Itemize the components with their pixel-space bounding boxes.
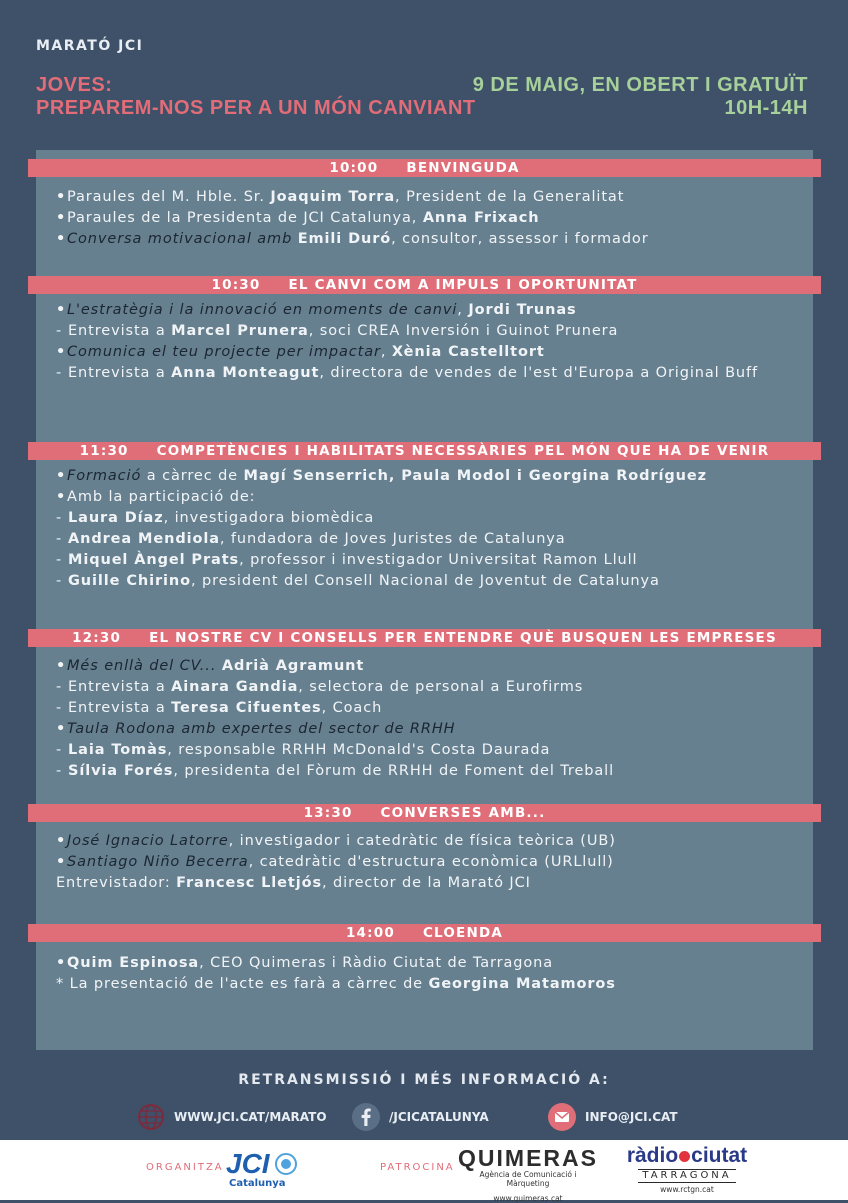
speaker-name: Anna Monteagut bbox=[171, 365, 320, 381]
program-text: Amb la participació de: bbox=[67, 489, 256, 505]
program-line bbox=[56, 974, 808, 995]
program-text: L'estratègia i la innovació en moments de canvi bbox=[67, 302, 458, 318]
program-line bbox=[56, 656, 808, 677]
program-text: , Coach bbox=[321, 700, 383, 716]
speaker-name: Miquel Àngel Prats bbox=[68, 552, 240, 568]
bullet: • bbox=[56, 721, 67, 737]
program-line bbox=[56, 321, 808, 342]
program-text: - bbox=[56, 323, 63, 339]
program-line bbox=[56, 487, 808, 508]
bullet: • bbox=[56, 468, 67, 484]
program-text: , director de la Marató JCI bbox=[322, 875, 531, 891]
section-bar-1400 bbox=[28, 924, 821, 942]
website-link[interactable] bbox=[136, 1100, 327, 1134]
bullet: • bbox=[56, 302, 67, 318]
program-text: , investigadora biomèdica bbox=[163, 510, 375, 526]
program-line bbox=[56, 761, 808, 782]
bullet: • bbox=[56, 344, 67, 360]
section-time: 13:30 bbox=[303, 805, 353, 821]
facebook-icon bbox=[351, 1102, 381, 1132]
section-bar-1230 bbox=[28, 629, 821, 647]
program-line bbox=[56, 719, 808, 740]
speaker-name: Xènia Castelltort bbox=[391, 344, 545, 360]
bullet: • bbox=[56, 489, 67, 505]
program-line bbox=[56, 831, 808, 852]
speaker-name: Marcel Prunera bbox=[171, 323, 309, 339]
program-text: , catedràtic d'estructura econòmica (URLlull) bbox=[248, 854, 614, 870]
event-title-line1: JOVES: bbox=[36, 74, 113, 96]
program-text: Entrevista a bbox=[68, 323, 172, 339]
program-text: - bbox=[56, 573, 63, 589]
speaker-name: Francesc Lletjós bbox=[176, 875, 323, 891]
program-text: , bbox=[457, 302, 469, 318]
program-line bbox=[56, 187, 808, 208]
section-title: CLOENDA bbox=[422, 925, 504, 941]
speaker-name: Ainara Gandia bbox=[171, 679, 299, 695]
bullet: • bbox=[56, 189, 67, 205]
speaker-name: Andrea Mendiola bbox=[68, 531, 220, 547]
speaker-name: Laura Díaz bbox=[68, 510, 164, 526]
program-text: , president del Consell Nacional de Joventut de Catalunya bbox=[190, 573, 660, 589]
event-hours: 10H-14H bbox=[724, 97, 808, 119]
event-title bbox=[36, 74, 476, 120]
quimeras-url: www.quimeras.cat bbox=[493, 1194, 563, 1203]
facebook-link[interactable] bbox=[351, 1100, 489, 1134]
program-line bbox=[56, 852, 808, 873]
facebook-handle: /JCICATALUNYA bbox=[389, 1110, 489, 1124]
section-title: EL NOSTRE CV I CONSELLS PER ENTENDRE QUÈ BUSQUEN LES EMPRESES bbox=[149, 630, 777, 646]
quimeras-tagline: Agència de Comunicació i Màrqueting bbox=[479, 1170, 577, 1188]
program-text: - bbox=[56, 531, 63, 547]
event-title-line2: PREPAREM-NOS PER A UN MÓN CANVIANT bbox=[36, 97, 476, 119]
program-text: , CEO Quimeras i Ràdio Ciutat de Tarragona bbox=[199, 955, 554, 971]
program-text: , responsable RRHH McDonald's Costa Daurada bbox=[167, 742, 551, 758]
program-text: , directora de vendes de l'est d'Europa a Original Buff bbox=[319, 365, 759, 381]
program-text: amb bbox=[251, 231, 298, 247]
program-text: , presidenta del Fòrum de RRHH de Foment del Treball bbox=[173, 763, 615, 779]
speaker-name: Jordi Trunas bbox=[468, 302, 577, 318]
event-brand: MARATÓ JCI bbox=[36, 38, 144, 54]
email-link[interactable] bbox=[547, 1100, 678, 1134]
mail-icon bbox=[547, 1102, 577, 1132]
jci-logo bbox=[226, 1150, 298, 1189]
program-line bbox=[56, 740, 808, 761]
speaker-name: Guille Chirino bbox=[68, 573, 191, 589]
program-text: Entrevista a bbox=[68, 700, 172, 716]
program-text: , fundadora de Joves Juristes de Catalunya bbox=[219, 531, 566, 547]
program-text: Paraules del M. Hble. Sr. bbox=[67, 189, 271, 205]
program-text: * La presentació de l'acte es farà a càrrec de bbox=[56, 976, 429, 992]
section-content-1130 bbox=[56, 466, 808, 592]
speaker-name: Joaquim Torra bbox=[270, 189, 396, 205]
event-date-line: 9 DE MAIG, EN OBERT I GRATUÏT bbox=[472, 74, 808, 96]
program-line bbox=[56, 229, 808, 250]
radio-dot-icon bbox=[679, 1151, 690, 1162]
program-line bbox=[56, 466, 808, 487]
program-text: Formació bbox=[67, 468, 142, 484]
bullet: • bbox=[56, 658, 67, 674]
program-text: , President de la Generalitat bbox=[395, 189, 625, 205]
speaker-name: Magí Senserrich, Paula Modol i Georgina Rodríguez bbox=[243, 468, 707, 484]
program-line bbox=[56, 873, 808, 894]
program-text: Taula Rodona amb expertes del sector de RRHH bbox=[67, 721, 456, 737]
section-time: 12:30 bbox=[72, 630, 122, 646]
program-text: Entrevista a bbox=[68, 679, 172, 695]
program-line bbox=[56, 342, 808, 363]
bullet: • bbox=[56, 833, 67, 849]
speaker-name: Sílvia Forés bbox=[68, 763, 174, 779]
section-title: EL CANVI COM A IMPULS I OPORTUNITAT bbox=[288, 277, 638, 293]
section-content-1230 bbox=[56, 656, 808, 782]
program-text: , bbox=[380, 344, 392, 360]
organiza-label: ORGANITZA bbox=[146, 1162, 224, 1173]
bullet: • bbox=[56, 210, 67, 226]
program-text: , soci CREA Inversión i Guinot Prunera bbox=[308, 323, 619, 339]
speaker-name: Emili Duró bbox=[297, 231, 392, 247]
section-bar-1000 bbox=[28, 159, 821, 177]
program-line bbox=[56, 953, 808, 974]
program-text: Conversa motivacional bbox=[67, 231, 252, 247]
quimeras-logo bbox=[458, 1146, 598, 1203]
section-content-1330 bbox=[56, 831, 808, 894]
program-text: , selectora de personal a Eurofirms bbox=[298, 679, 584, 695]
jci-logo-text: JCI bbox=[226, 1148, 270, 1179]
section-content-1000 bbox=[56, 187, 808, 250]
bullet: • bbox=[56, 854, 67, 870]
program-line bbox=[56, 698, 808, 719]
sponsor-strip bbox=[0, 1140, 848, 1203]
program-line bbox=[56, 571, 808, 592]
program-text: Més enllà del CV... bbox=[67, 658, 217, 674]
section-time: 10:30 bbox=[211, 277, 261, 293]
program-text: - bbox=[56, 679, 63, 695]
section-bar-1330 bbox=[28, 804, 821, 822]
bullet: • bbox=[56, 955, 67, 971]
speaker-name: Laia Tomàs bbox=[68, 742, 168, 758]
program-text: - bbox=[56, 552, 63, 568]
radio-ciutat-url: www.rctgn.cat bbox=[660, 1185, 714, 1194]
speaker-name: Quim Espinosa bbox=[67, 955, 200, 971]
bullet: • bbox=[56, 231, 67, 247]
section-bar-1130 bbox=[28, 442, 821, 460]
section-content-1030 bbox=[56, 300, 808, 384]
program-text: Comunica el teu projecte per impactar bbox=[67, 344, 381, 360]
jci-region: Catalunya bbox=[229, 1178, 286, 1189]
program-line bbox=[56, 363, 808, 384]
speaker-name: Georgina Matamoros bbox=[428, 976, 616, 992]
program-text: , consultor, assessor i formador bbox=[391, 231, 649, 247]
jci-emblem-icon bbox=[274, 1152, 298, 1176]
section-content-1400 bbox=[56, 953, 808, 995]
program-text: a càrrec de bbox=[141, 468, 244, 484]
footer-title: RETRANSMISSIÓ I MÉS INFORMACIÓ A: bbox=[238, 1072, 610, 1088]
section-bar-1030 bbox=[28, 276, 821, 294]
program-text: - bbox=[56, 510, 63, 526]
section-time: 11:30 bbox=[79, 443, 129, 459]
patrocina-label: PATROCINA bbox=[380, 1162, 455, 1173]
email-address: INFO@JCI.CAT bbox=[585, 1110, 678, 1124]
program-line bbox=[56, 300, 808, 321]
globe-icon bbox=[136, 1102, 166, 1132]
program-text: Santiago Niño Becerra bbox=[67, 854, 249, 870]
program-text: - bbox=[56, 742, 63, 758]
radio-ciutat-logo bbox=[622, 1144, 752, 1194]
program-line bbox=[56, 508, 808, 529]
section-time: 14:00 bbox=[345, 925, 395, 941]
program-text: Entrevistador: bbox=[56, 875, 177, 891]
speaker-name: Anna Frixach bbox=[422, 210, 540, 226]
program-text: José Ignacio Latorre bbox=[67, 833, 229, 849]
event-date bbox=[473, 74, 808, 120]
speaker-name: Teresa Cifuentes bbox=[171, 700, 322, 716]
program-text: - bbox=[56, 763, 63, 779]
program-text: - bbox=[56, 700, 63, 716]
quimeras-name: QUIMERAS bbox=[458, 1145, 598, 1171]
section-time: 10:00 bbox=[329, 160, 379, 176]
program-text: , investigador i catedràtic de física teòrica (UB) bbox=[228, 833, 616, 849]
program-text: , professor i investigador Universitat Ramon Llull bbox=[239, 552, 638, 568]
program-text: Paraules de la Presidenta de JCI Catalunya, bbox=[67, 210, 423, 226]
website-url: WWW.JCI.CAT/MARATO bbox=[174, 1110, 327, 1124]
program-line bbox=[56, 529, 808, 550]
section-title: BENVINGUDA bbox=[406, 160, 520, 176]
program-line bbox=[56, 208, 808, 229]
radio-ciutat-city: TARRAGONA bbox=[638, 1169, 736, 1183]
section-title: COMPETÈNCIES I HABILITATS NECESSÀRIES PEL MÓN QUE HA DE VENIR bbox=[156, 443, 770, 459]
program-text: Entrevista a bbox=[68, 365, 172, 381]
program-line bbox=[56, 550, 808, 571]
program-line bbox=[56, 677, 808, 698]
speaker-name: Adrià Agramunt bbox=[221, 658, 365, 674]
radio-ciutat-name: ràdio ciutat bbox=[626, 1144, 748, 1167]
program-text: - bbox=[56, 365, 63, 381]
section-title: CONVERSES AMB... bbox=[380, 805, 546, 821]
